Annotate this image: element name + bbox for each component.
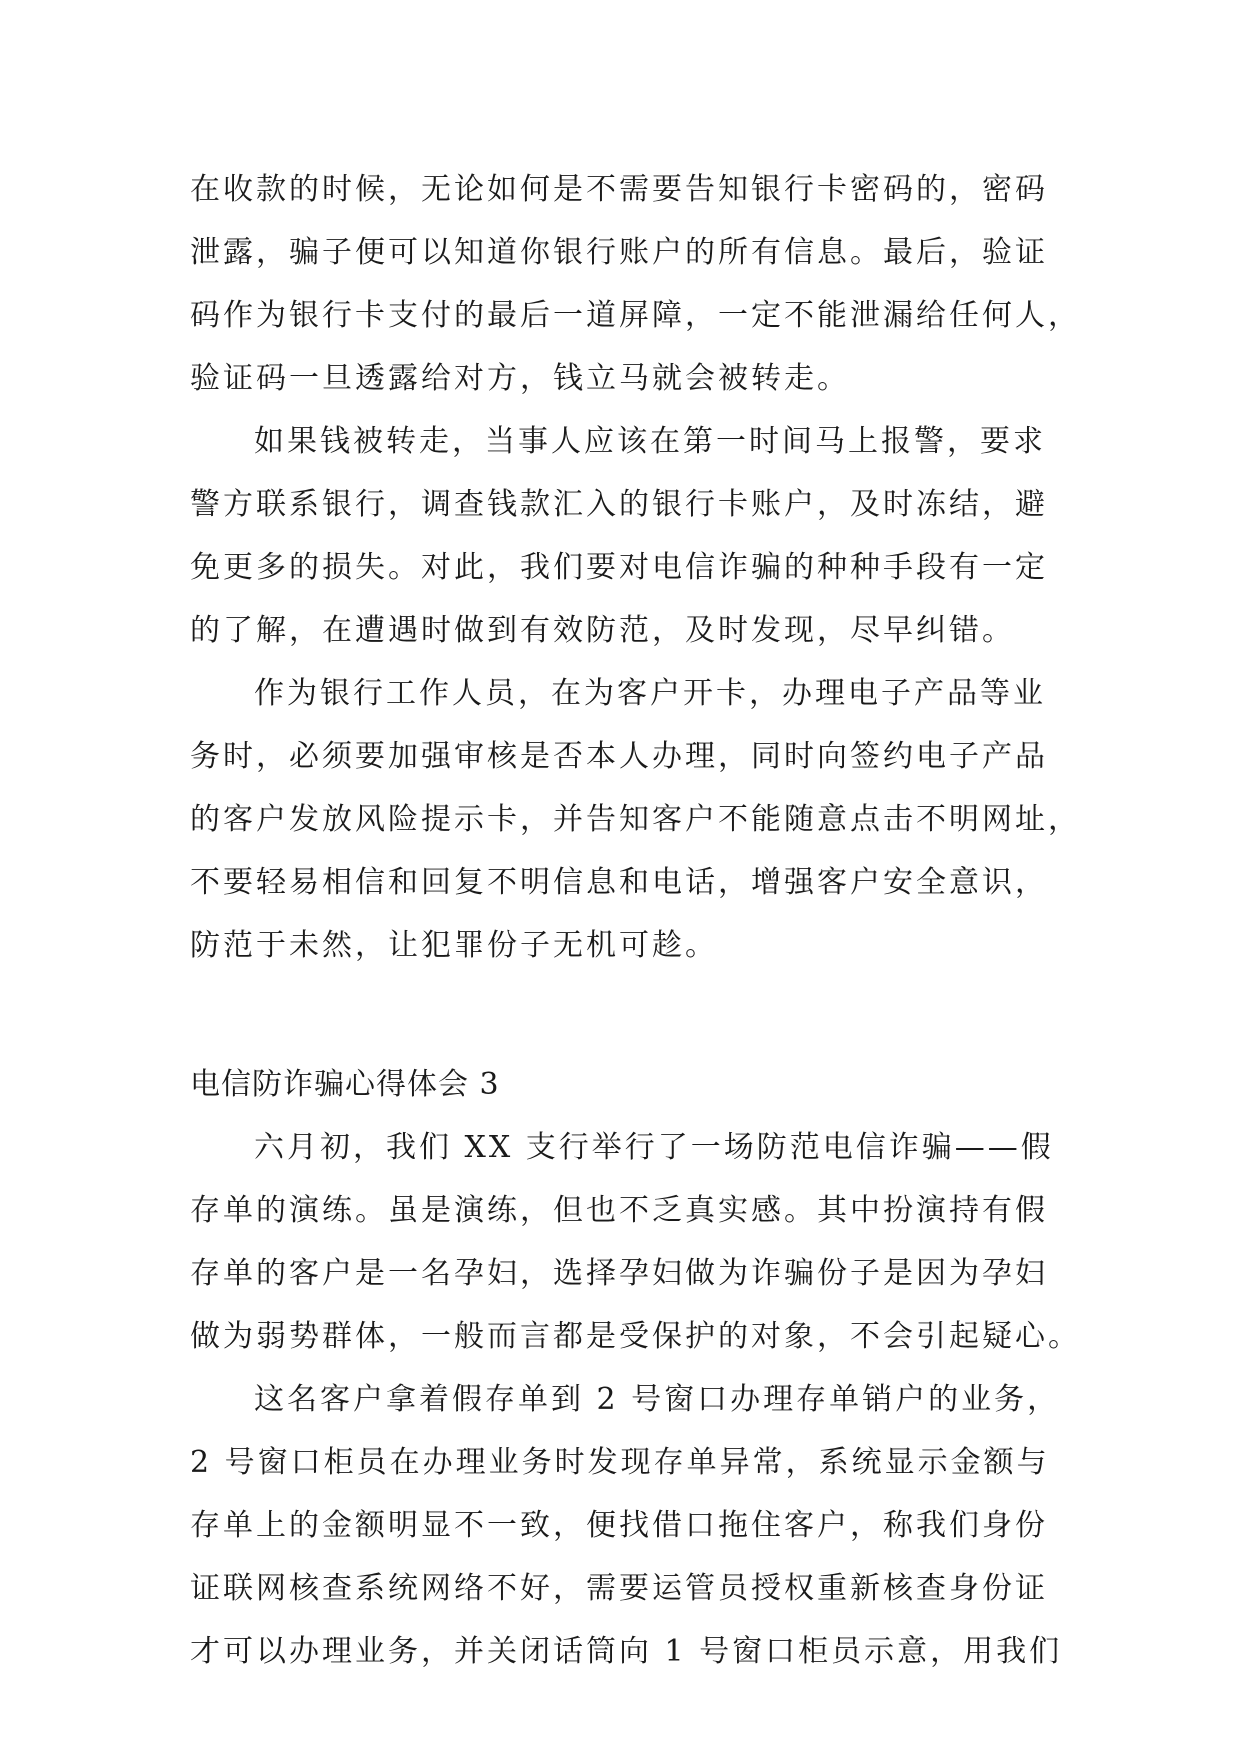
paragraph-line: 务时，必须要加强审核是否本人办理，同时向签约电子产品 [190, 739, 1048, 774]
paragraph-line: 在收款的时候，无论如何是不需要告知银行卡密码的，密码 [190, 172, 1048, 207]
paragraph-4 [190, 1116, 1090, 1368]
paragraph-line: 如果钱被转走，当事人应该在第一时间马上报警，要求 [254, 424, 1046, 459]
paragraph-line: 才可以办理业务，并关闭话筒向 1 号窗口柜员示意，用我们 [190, 1634, 1063, 1669]
paragraph-line: 这名客户拿着假存单到 2 号窗口办理存单销户的业务， [254, 1382, 1061, 1417]
paragraph-line: 存单的演练。虽是演练，但也不乏真实感。其中扮演持有假 [190, 1193, 1048, 1228]
paragraph-line: 做为弱势群体，一般而言都是受保护的对象，不会引起疑心。 [190, 1319, 1081, 1354]
paragraph-line: 的客户发放风险提示卡，并告知客户不能随意点击不明网址， [190, 802, 1081, 837]
paragraph-line: 2 号窗口柜员在办理业务时发现存单异常，系统显示金额与 [190, 1445, 1050, 1480]
paragraph-2 [190, 410, 1090, 662]
paragraph-line: 存单上的金额明显不一致，便找借口拖住客户，称我们身份 [190, 1508, 1048, 1543]
paragraph-line: 六月初，我们 XX 支行举行了一场防范电信诈骗——假 [254, 1130, 1054, 1165]
paragraph-line: 作为银行工作人员，在为客户开卡，办理电子产品等业 [254, 676, 1046, 711]
paragraph-5 [190, 1368, 1090, 1683]
document-body [190, 158, 1090, 1683]
paragraph-line: 的了解，在遭遇时做到有效防范，及时发现，尽早纠错。 [190, 613, 1015, 648]
paragraph-3 [190, 662, 1090, 977]
paragraph-line: 防范于未然，让犯罪份子无机可趁。 [190, 928, 718, 963]
paragraph-line: 验证码一旦透露给对方，钱立马就会被转走。 [190, 361, 850, 396]
paragraph-line: 证联网核查系统网络不好，需要运管员授权重新核查身份证 [190, 1571, 1048, 1606]
section-spacer [190, 977, 1090, 1053]
paragraph-line: 免更多的损失。对此，我们要对电信诈骗的种种手段有一定 [190, 550, 1048, 585]
paragraph-line: 码作为银行卡支付的最后一道屏障，一定不能泄漏给任何人， [190, 298, 1081, 333]
paragraph-line: 警方联系银行，调查钱款汇入的银行卡账户，及时冻结，避 [190, 487, 1048, 522]
paragraph-line: 存单的客户是一名孕妇，选择孕妇做为诈骗份子是因为孕妇 [190, 1256, 1048, 1291]
paragraph-line: 泄露，骗子便可以知道你银行账户的所有信息。最后，验证 [190, 235, 1048, 270]
paragraph-line: 不要轻易相信和回复不明信息和电话，增强客户安全意识， [190, 865, 1048, 900]
section-heading: 电信防诈骗心得体会 3 [190, 1067, 500, 1102]
paragraph-1 [190, 158, 1090, 410]
